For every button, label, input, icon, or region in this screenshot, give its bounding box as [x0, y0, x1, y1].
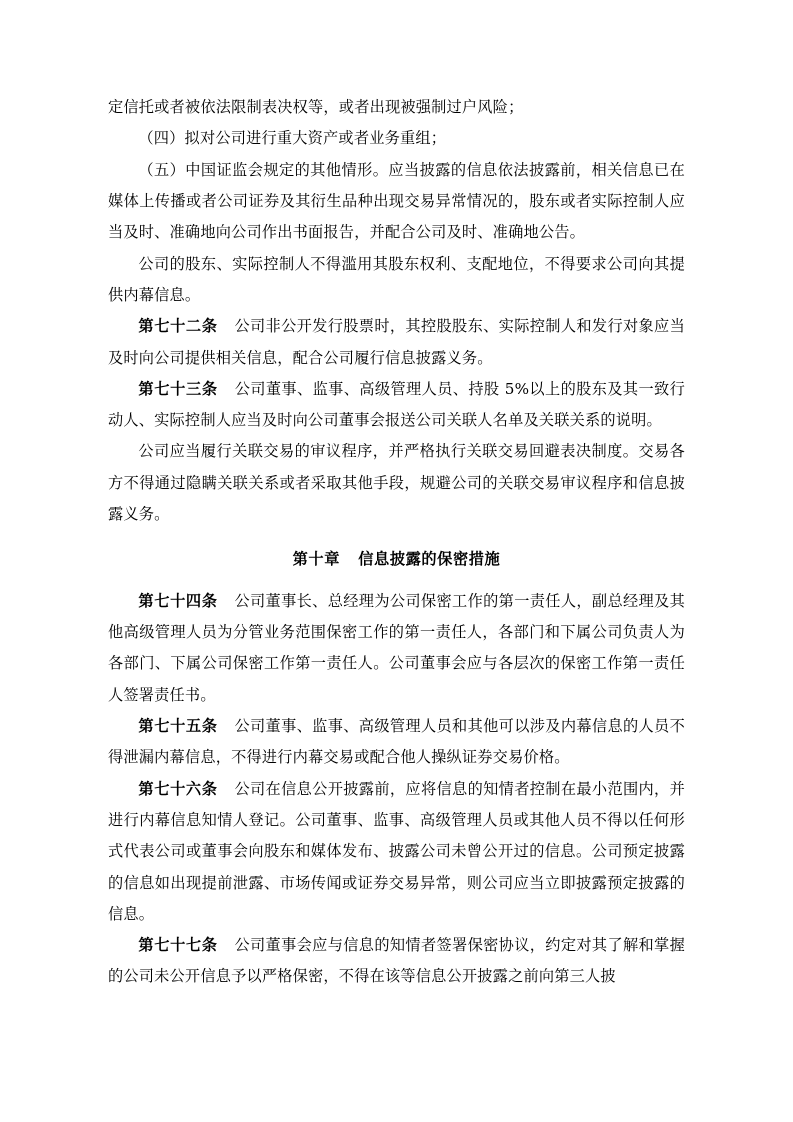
paragraph-insider-info: 公司的股东、实际控制人不得滥用其股东权利、支配地位，不得要求公司向其提供内幕信息。 — [108, 254, 685, 304]
article-label-76: 第七十六条 — [138, 779, 218, 798]
paragraph-article-75 — [108, 711, 685, 774]
paragraph-item-5: （五）中国证监会规定的其他情形。应当披露的信息依法披露前，相关信息已在媒体上传播或者公司证券及其衍生品种出现交易异常情况的，股东或者实际控制人应当及时、准确地向公司作出书面报告，并配合公司及时、准确地公告。 — [108, 160, 685, 242]
paragraph-article-74 — [108, 586, 685, 711]
document-body — [108, 92, 685, 993]
article-text-74: 公司董事长、总经理为公司保密工作的第一责任人，副总经理及其他高级管理人员为分管业务范围保密工作的第一责任人，各部门和下属公司负责人为各部门、下属公司保密工作第一责任人。公司董事会应与各层次的保密工作第一责任人签署责任书。 — [108, 591, 685, 704]
article-label-74: 第七十四条 — [138, 591, 218, 610]
article-label-73: 第七十三条 — [138, 379, 218, 398]
article-text-76: 公司在信息公开披露前，应将信息的知情者控制在最小范围内，并进行内幕信息知情人登记。公司董事、监事、高级管理人员或其他人员不得以任何形式代表公司或董事会向股东和媒体发布、披露公司未曾公开过的信息。公司预定披露的信息如出现提前泄露、市场传闻或证券交易异常，则公司应当立即披露预定披露的信息。 — [108, 779, 685, 923]
article-text-75: 公司董事、监事、高级管理人员和其他可以涉及内幕信息的人员不得泄漏内幕信息，不得进行内幕交易或配合他人操纵证券交易价格。 — [108, 716, 685, 767]
paragraph-article-72 — [108, 311, 685, 374]
paragraph-related-party: 公司应当履行关联交易的审议程序，并严格执行关联交易回避表决制度。交易各方不得通过隐瞒关联关系或者采取其他手段，规避公司的关联交易审议程序和信息披露义务。 — [108, 442, 685, 524]
article-text-77: 公司董事会应与信息的知情者签署保密协议，约定对其了解和掌握的公司未公开信息予以严格保密，不得在该等信息公开披露之前向第三人披 — [108, 936, 685, 986]
paragraph-article-73 — [108, 374, 685, 437]
chapter-title: 信息披露的保密措施 — [358, 550, 501, 569]
paragraph-article-77 — [108, 930, 685, 993]
article-text-73: 公司董事、监事、高级管理人员、持股 5%以上的股东及其一致行动人、实际控制人应当及时向公司董事会报送公司关联人名单及关联关系的说明。 — [108, 379, 686, 430]
article-label-75: 第七十五条 — [138, 716, 218, 735]
paragraph-item-4: （四）拟对公司进行重大资产或者业务重组； — [138, 129, 447, 148]
chapter-number: 第十章 — [292, 550, 341, 569]
article-label-77: 第七十七条 — [138, 936, 218, 955]
article-text-72: 公司非公开发行股票时，其控股股东、实际控制人和发行对象应当及时向公司提供相关信息，配合公司履行信息披露义务。 — [108, 317, 685, 367]
paragraph-continued: 定信托或者被依法限制表决权等，或者出现被强制过户风险； — [108, 98, 524, 116]
chapter-heading — [108, 544, 685, 575]
article-label-72: 第七十二条 — [138, 317, 218, 336]
paragraph-article-76 — [108, 774, 685, 931]
